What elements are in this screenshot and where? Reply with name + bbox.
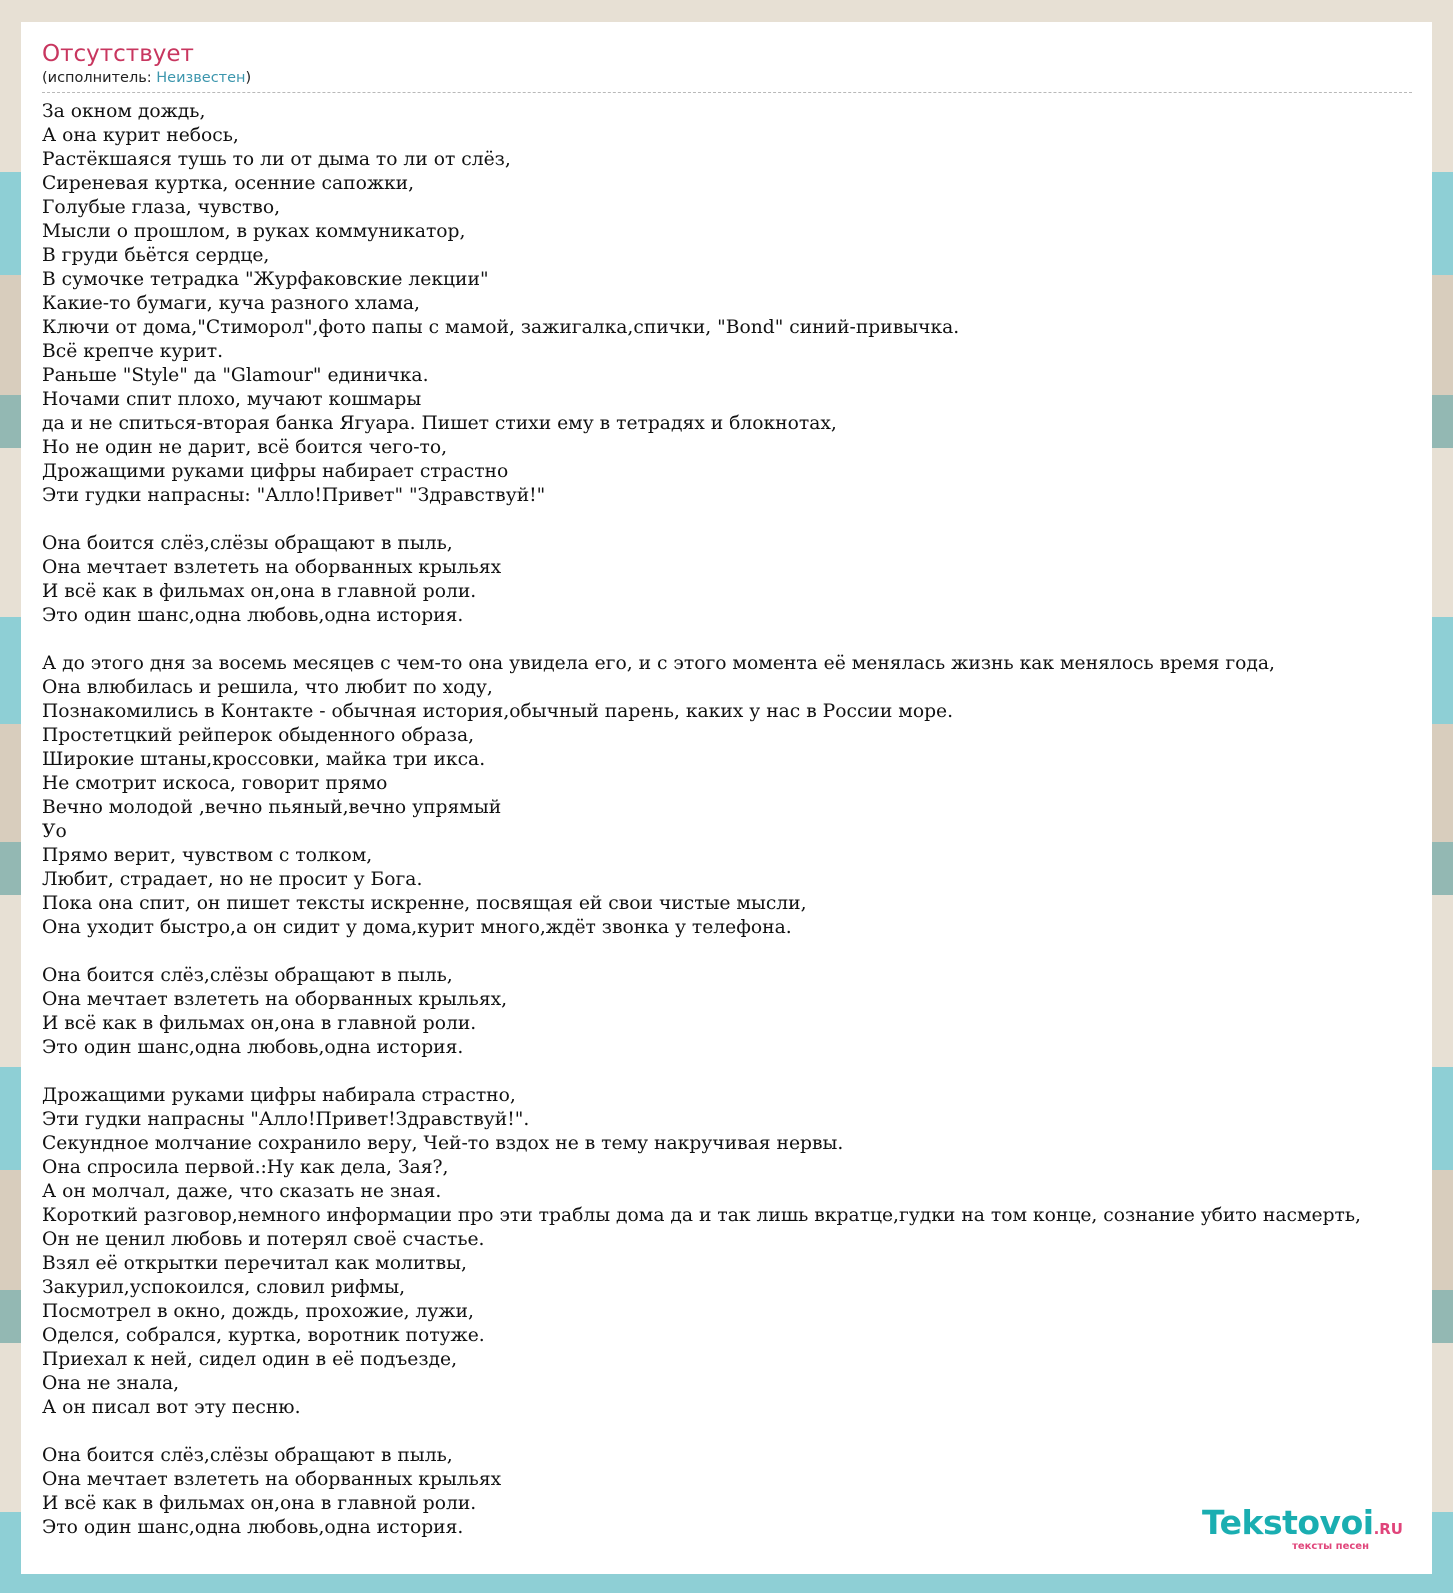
performer-line	[42, 68, 1412, 93]
performer-link[interactable]: Неизвестен	[156, 70, 246, 86]
logo-name: Tekstovoi	[1202, 1503, 1374, 1542]
logo-wordmark	[1202, 1503, 1403, 1546]
content-card	[21, 22, 1432, 1574]
performer-suffix: )	[245, 70, 252, 86]
song-title: Отсутствует	[42, 41, 194, 67]
lyrics-text: За окном дождь, А она курит небось, Растёкшаяся тушь то ли от дыма то ли от слёз, Сиреневая куртка, осенние сапожки, Голубые глаза, чувство, Мысли о прошлом, в руках коммуникатор, В груди бьётся сердце, В сумочке тетрадка "Журфаковские лекции" Какие-то бумаги, куча разного хлама, Ключи от дома,"Стиморол",фото папы с мамой, зажигалка,спички, "Bond" синий-привычка. Всё крепче курит. Раньше "Style" да "Glamour" единичка. Ночами спит плохо, мучают кошмары да и не спиться-вторая банка Ягуара. Пишет стихи ему в тетрадях и блокнотах, Но не один не дарит, всё боится чего-то, Дрожащими руками цифры набирает страстно Эти гудки напрасны: "Алло!Привет" "Здравствуй!" Она боится слёз,слёзы обращают в пыль, Она мечтает взлететь на оборванных крыльях И всё как в фильмах он,она в главной роли. Это один шанс,одна любовь,одна история. А до этого дня за восемь месяцев с чем-то она увидела его, и с этого момента её менялась жизнь как менялось время года, Она влюбилась и решила, что любит по ходу, Познакомились в Контакте - обычная история,обычный парень, каких у нас в России море. Простетцкий рейперок обыденного образа, Широкие штаны,кроссовки, майка три икса. Не смотрит искоса, говорит прямо Вечно молодой ,вечно пьяный,вечно упрямый Уо Прямо верит, чувством с толком, Любит, страдает, но не просит у Бога. Пока она спит, он пишет тексты искренне, посвящая ей свои чистые мысли, Она уходит быстро,а он сидит у дома,курит много,ждёт звонка у телефона. Она боится слёз,слёзы обращают в пыль, Она мечтает взлететь на оборванных крыльях, И всё как в фильмах он,она в главной роли. Это один шанс,одна любовь,одна история. Дрожащими руками цифры набирала страстно, Эти гудки напрасны "Алло!Привет!Здравствуй!". Секундное молчание сохранило веру, Чей-то вздох не в тему накручивая нервы. Она спросила первой.:Ну как дела, Зая?, А он молчал, даже, что сказать не зная. Короткий разговор,немного информации про эти траблы дома да и так лишь вкратце,гудки на том конце, сознание убито насмерть, Он не ценил любовь и потерял своё счастье. Взял её открытки перечитал как молитвы, Закурил,успокоился, словил рифмы, Посмотрел в окно, дождь, прохожие, лужи, Оделся, собрался, куртка, воротник потуже. Приехал к ней, сидел один в её подъезде, Она не знала, А он писал вот эту песню. Она боится слёз,слёзы обращают в пыль, Она мечтает взлететь на оборванных крыльях И всё как в фильмах он,она в главной роли. Это один шанс,одна любовь,одна история.	[42, 101, 1361, 1538]
logo-tagline: тексты песен	[1292, 1541, 1369, 1552]
performer-prefix: (исполнитель:	[42, 70, 157, 86]
logo-tld: .RU	[1373, 1520, 1403, 1538]
site-logo[interactable]	[1202, 1503, 1403, 1552]
